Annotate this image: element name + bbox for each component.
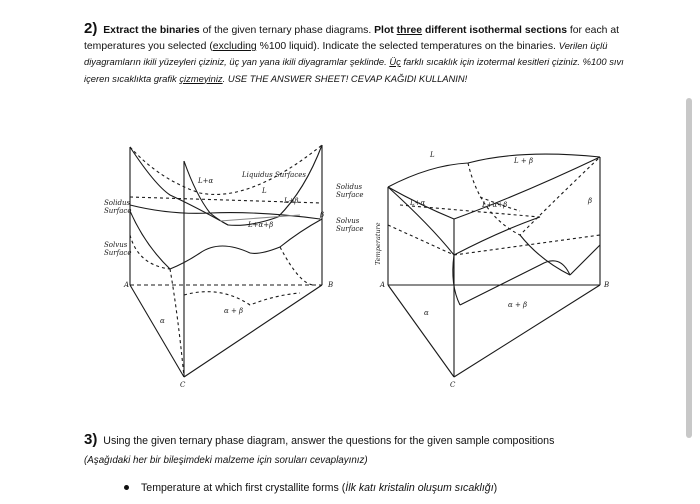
- vertical-scrollbar[interactable]: [686, 98, 692, 438]
- left-label-a-plus-b: α + β: [224, 307, 244, 315]
- right-top-back: [388, 154, 600, 187]
- left-label-A: A: [124, 281, 130, 289]
- right-eutectic-line: [460, 261, 570, 305]
- right-of-left-label-solvus: Solvus: [336, 217, 360, 225]
- right-dash-2: [454, 235, 600, 255]
- question-2-number: 2): [84, 20, 98, 37]
- q2-excluding: excluding: [212, 41, 257, 53]
- left-label-beta: β: [320, 211, 325, 219]
- left-label-alpha: α: [160, 317, 165, 325]
- q2-text-3: %100 liquid). Indicate the selected temperatures on the binaries.: [256, 41, 559, 53]
- left-base-cb: [184, 285, 322, 377]
- q2-bold-3: different isothermal sections: [422, 25, 567, 36]
- question-3: [84, 432, 654, 469]
- right-label-beta: β: [588, 197, 593, 205]
- left-label-liquidus: Liquidus Surfaces: [242, 171, 306, 179]
- right-liquidus-back: [468, 157, 600, 235]
- right-dash-1: [388, 225, 454, 255]
- question-3-turkish: (Aşağıdaki her bir bileşimdeki malzeme için soruları cevaplayınız): [84, 455, 368, 466]
- ternary-diagrams-figure: [100, 135, 620, 387]
- right-of-left-label-solidus: Solidus: [336, 183, 363, 191]
- left-label-solidus: Solidus: [104, 199, 131, 207]
- left-label-l-plus-b: L+β: [284, 197, 299, 205]
- left-label-surface-1: Surface: [104, 207, 132, 215]
- right-label-A: A: [380, 281, 386, 289]
- left-solidus-line: [130, 205, 320, 219]
- question-3-number: 3): [84, 431, 98, 448]
- right-label-C: C: [450, 381, 456, 387]
- q2-bold-three: three: [396, 25, 423, 36]
- bullet-turkish: İlk katı kristalin oluşum sıcaklığı: [345, 482, 494, 494]
- q2-text-2: for each at temperatures you selected (: [84, 25, 619, 53]
- right-of-left-label-surface: Surface: [336, 191, 364, 199]
- left-base-boundary: [184, 292, 300, 305]
- left-eutectic-valley: [200, 246, 250, 253]
- left-solvus-down-b: [280, 247, 314, 285]
- q2-turkish-1: Verilen üçlü diyagramların ikili yüzeyleri çiziniz, üç yan yana ikili diyagramlar şeklinde.: [84, 40, 608, 68]
- q2-bold-1: Extract the binaries: [103, 25, 200, 36]
- right-label-B: B: [604, 281, 610, 289]
- left-label-l-plus-a: L+α: [198, 177, 214, 185]
- bullet-item-1: [124, 482, 497, 494]
- right-label-l-plus-b: L + β: [514, 157, 534, 165]
- ternary-diagrams-svg: [100, 135, 620, 387]
- left-label-C: C: [180, 381, 186, 387]
- right-base-cb: [454, 285, 600, 377]
- right-label-l-a-b: L+α+β: [482, 201, 508, 209]
- q2-bold-2: Plot: [374, 25, 397, 36]
- right-label-alpha: α: [424, 309, 429, 317]
- question-3-text: Using the given ternary phase diagram, answer the questions for the given sample compositions: [103, 435, 555, 447]
- left-liquidus-top: [130, 145, 322, 194]
- right-of-left-label-surface-2: Surface: [336, 225, 364, 233]
- bullet-text: Temperature at which first crystallite forms (: [141, 482, 346, 494]
- q2-turkish-2: farklı sıcaklık için izotermal kesitleri çiziniz. %100 sıvı içeren sıcaklıkta grafik: [84, 56, 624, 84]
- left-label-solvus: Solvus: [104, 241, 128, 249]
- right-beta-curve: [570, 245, 600, 275]
- left-label-l: L: [262, 187, 267, 195]
- left-label-l-a-b: L+α+β: [248, 221, 274, 229]
- q2-turkish-cizmeyiniz: çizmeyiniz: [179, 72, 223, 84]
- q2-text-1: of the given ternary phase diagrams.: [199, 25, 375, 36]
- bullet-dot: [124, 485, 129, 490]
- right-label-a-plus-b: α + β: [508, 301, 528, 309]
- right-label-temperature: Temperature: [374, 222, 382, 265]
- q2-turkish-uc: Üç: [389, 56, 401, 68]
- q2-turkish-3: . USE THE ANSWER SHEET! CEVAP KAĞIDI KULLANIN!: [222, 72, 468, 84]
- bullet-end: ): [493, 482, 498, 494]
- left-solvus-curve: [130, 235, 170, 269]
- left-liquidus-2: [228, 145, 325, 225]
- right-label-l-plus-a: L+α: [410, 199, 426, 207]
- right-label-L: L: [430, 151, 435, 159]
- left-label-surface-2: Surface: [104, 249, 132, 257]
- left-solvus-alpha: [130, 211, 200, 269]
- right-base-ac: [388, 285, 454, 377]
- right-solvus-right: [520, 235, 570, 275]
- left-liquidus-3: [184, 161, 228, 225]
- left-label-B: B: [328, 281, 334, 289]
- right-liquidus-front: [388, 187, 540, 255]
- left-base-ac: [130, 285, 184, 377]
- question-2: [84, 21, 650, 87]
